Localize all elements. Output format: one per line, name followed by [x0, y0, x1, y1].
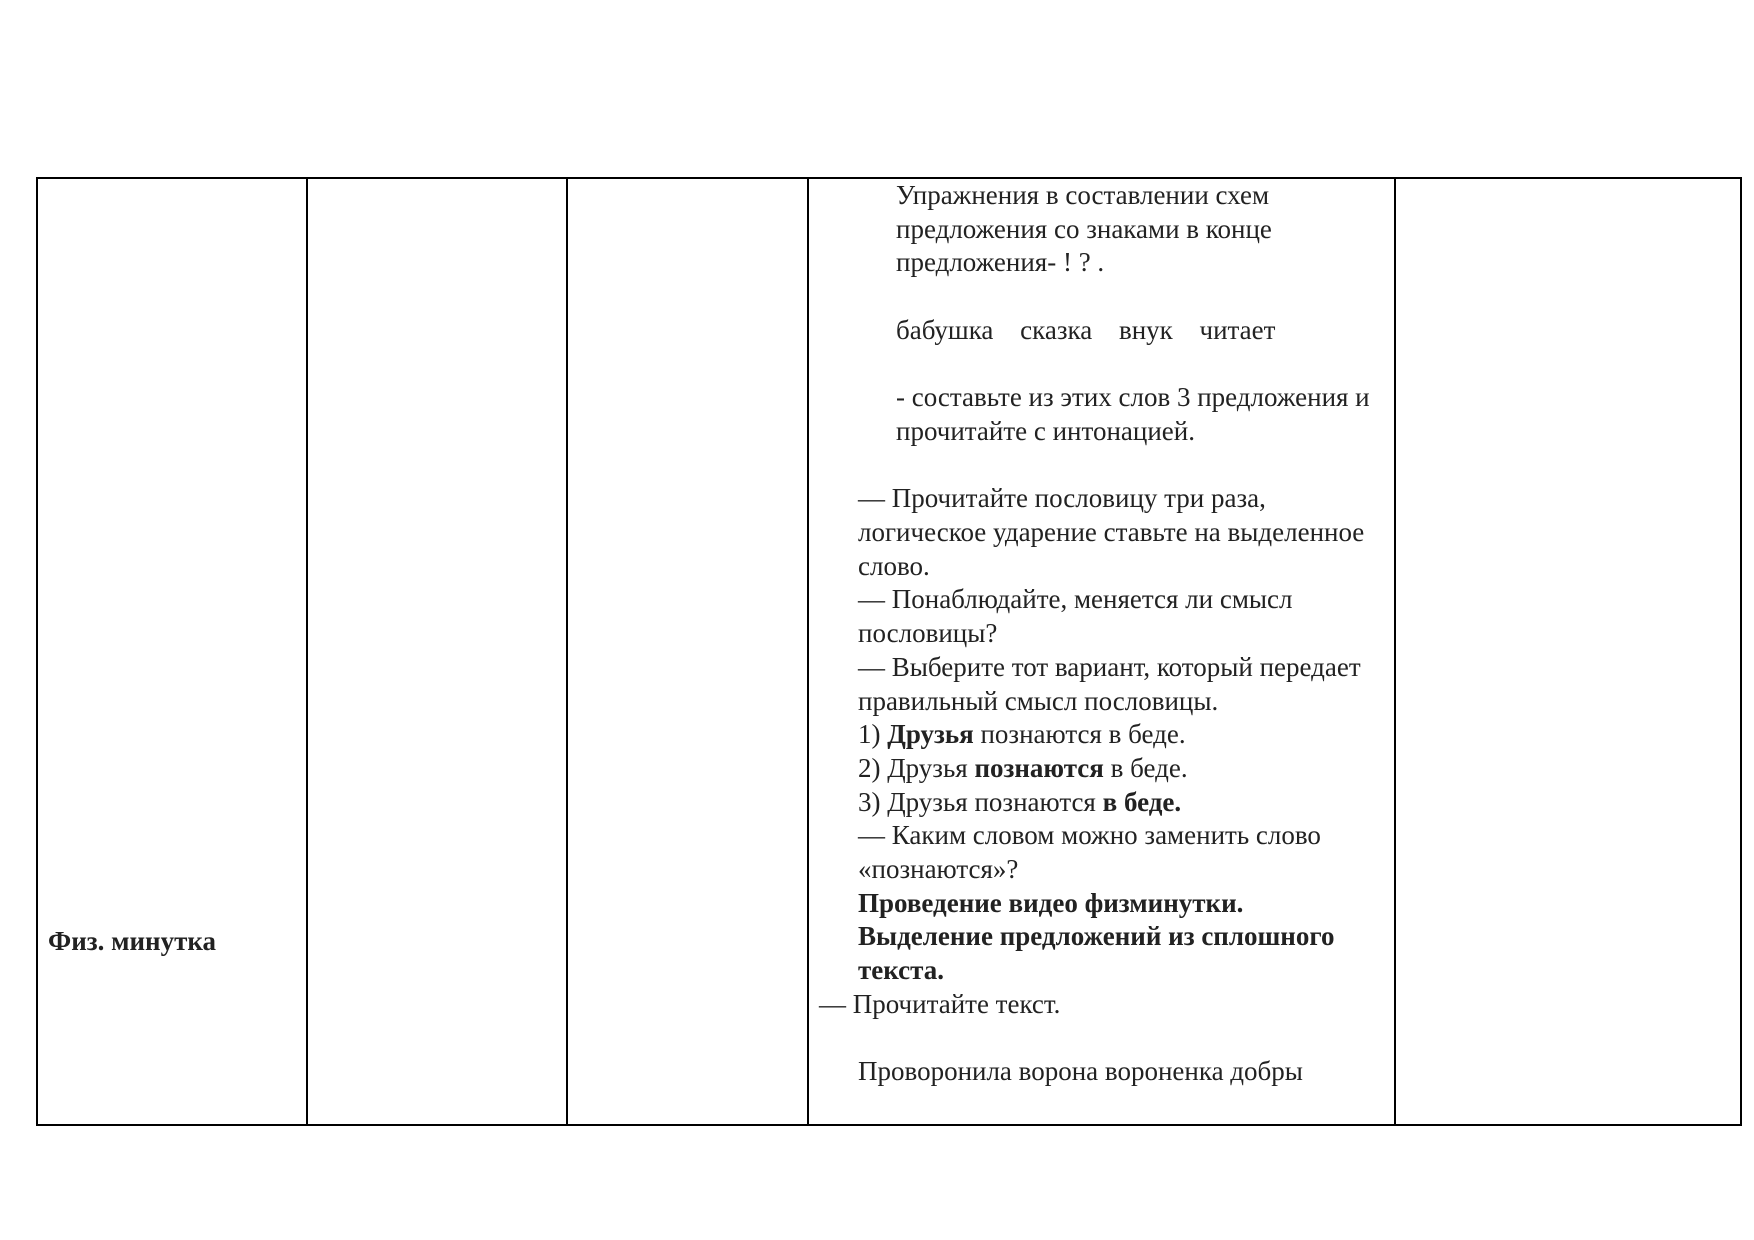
stage-cell	[37, 178, 307, 1125]
exercise-title: Упражнения в составлении схем предложения со знаками в конце предложения- ! ? .	[896, 180, 1272, 278]
observe-question: — Понаблюдайте, меняется ли смысл пословицы?	[858, 584, 1293, 649]
table-row	[37, 178, 1741, 1125]
variant-3: 3) Друзья познаются в беде.	[858, 786, 1182, 817]
proverb-instruction: — Прочитайте пословицу три раза, логическое ударение ставьте на выделенное слово.	[858, 483, 1365, 581]
compose-task: - составьте из этих слов 3 предложения и прочитайте с интонацией.	[896, 382, 1370, 446]
replace-question: — Каким словом можно заменить слово «познаются»?	[858, 820, 1321, 885]
sentence-extraction-heading: Выделение предложений из сплошного текста.	[858, 921, 1335, 986]
lesson-plan-table	[36, 177, 1742, 1126]
stage-label: Физ. минутка	[48, 926, 217, 956]
empty-cell-2	[307, 178, 567, 1125]
empty-cell-3	[567, 178, 808, 1125]
content-text	[809, 179, 1394, 1124]
variant-2: 2) Друзья познаются в беде.	[858, 752, 1188, 783]
content-cell	[808, 178, 1395, 1125]
word-list: бабушка сказка внук читает	[896, 314, 1276, 345]
text-start: Проворонила ворона вороненка добры	[858, 1056, 1303, 1087]
read-text-instruction: — Прочитайте текст.	[819, 988, 1061, 1019]
variant-1: 1) Друзья познаются в беде.	[858, 719, 1186, 750]
empty-cell-5	[1395, 178, 1741, 1125]
video-physminute-heading: Проведение видео физминутки.	[858, 887, 1244, 918]
choose-instruction: — Выберите тот вариант, который передает правильный смысл пословицы.	[858, 651, 1361, 716]
